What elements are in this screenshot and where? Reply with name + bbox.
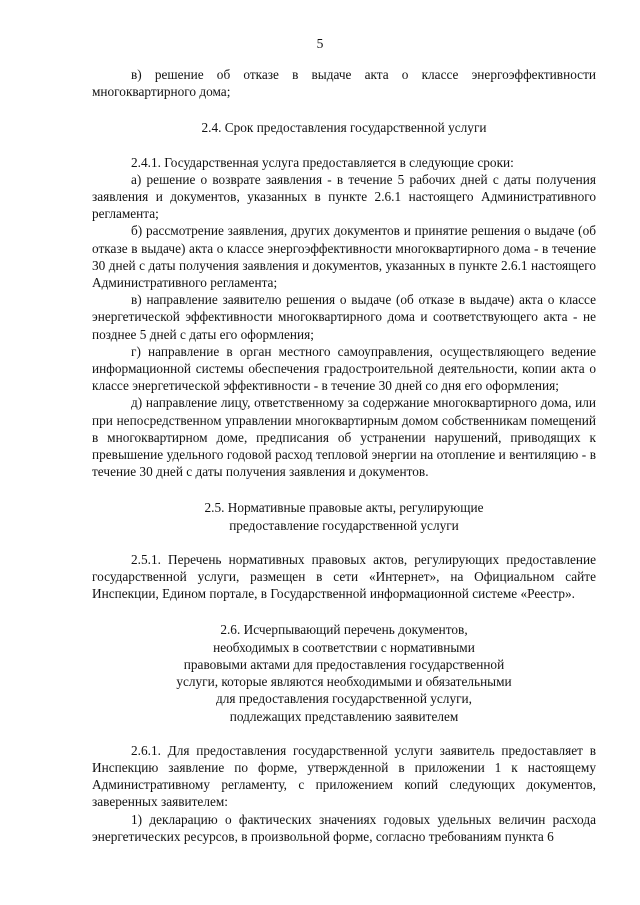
page-number: 5 — [316, 36, 324, 51]
spacer — [92, 100, 596, 119]
spacer — [92, 534, 596, 551]
section-heading-2-5 — [92, 499, 596, 533]
paragraph: в) направление заявителю решения о выдаче (об отказе в выдаче) акта о классе энергетической эффективности многоквартирного дома и соответствующего акта - не позднее 5 дней с даты его оформления; — [92, 292, 596, 342]
spacer — [92, 725, 596, 742]
heading-line: для предоставления государственной услуги, — [216, 691, 472, 707]
paragraph: в) решение об отказе в выдаче акта о классе энергоэффективности многоквартирного дома; — [92, 67, 596, 100]
paragraph: 2.5.1. Перечень нормативных правовых актов, регулирующих предоставление государственной услуги, размещен в сети «Интернет», на Официальном сайте Инспекции, Едином портале, в Государственной информационной системе «Реестр». — [92, 551, 596, 602]
heading-line: необходимых в соответствии с нормативными — [213, 639, 475, 655]
document-body — [92, 66, 596, 845]
heading-line: 2.4. Срок предоставления государственной услуги — [201, 120, 487, 136]
heading-line: подлежащих представлению заявителем — [229, 708, 459, 724]
heading-line: правовыми актами для предоставления государственной — [183, 656, 505, 672]
section-heading-2-6 — [92, 621, 596, 724]
heading-line: услуги, которые являются необходимыми и обязательными — [176, 674, 512, 690]
heading-line: 2.5. Нормативные правовые акты, регулирующие — [204, 500, 484, 516]
paragraph: г) направление в орган местного самоуправления, осуществляющего ведение информационной системы обеспечения градостроительной деятельности, копии акта о классе энергетической эффективности - в течение 30 дней со дня его оформления; — [92, 343, 596, 394]
spacer — [92, 480, 596, 499]
spacer — [92, 602, 596, 621]
paragraph: 2.6.1. Для предоставления государственной услуги заявитель предоставляет в Инспекцию заявление по форме, утвержденной в приложении 1 к настоящему Административному регламенту, с приложением копий следующих документов, заверенных заявителем: — [92, 742, 596, 810]
paragraph: а) решение о возврате заявления - в течение 5 рабочих дней с даты получения заявления и документов, указанных в пункте 2.6.1 настоящего Административного регламента; — [92, 171, 596, 222]
paragraph: 1) декларацию о фактических значениях годовых удельных величин расхода энергетических ресурсов, в произвольной форме, согласно требованиям пункта 6 — [92, 811, 596, 844]
paragraph: 2.4.1. Государственная услуга предоставляется в следующие сроки: — [131, 154, 514, 170]
paragraph: б) рассмотрение заявления, других документов и принятие решения о выдаче (об отказе в выдаче) акта о классе энергоэффективности многоквартирного дома - в течение 30 дней с даты получения заявления и документов, указанных в пункте 2.6.1 настоящего Административного регламента; — [92, 223, 596, 291]
heading-line: 2.6. Исчерпывающий перечень документов, — [220, 622, 468, 638]
spacer — [92, 137, 596, 154]
section-heading-2-4 — [92, 119, 596, 136]
heading-line: предоставление государственной услуги — [229, 517, 459, 533]
paragraph: д) направление лицу, ответственному за содержание многоквартирного дома, или при непосредственном управлении многоквартирным домом собственникам помещений в многоквартирном доме, предписания об устранении нарушений, приводящих к превышение удельного годовой расход тепловой энергии на отопление и вентиляцию - в течение 30 дней с даты получения заявления и документов. — [92, 395, 596, 480]
